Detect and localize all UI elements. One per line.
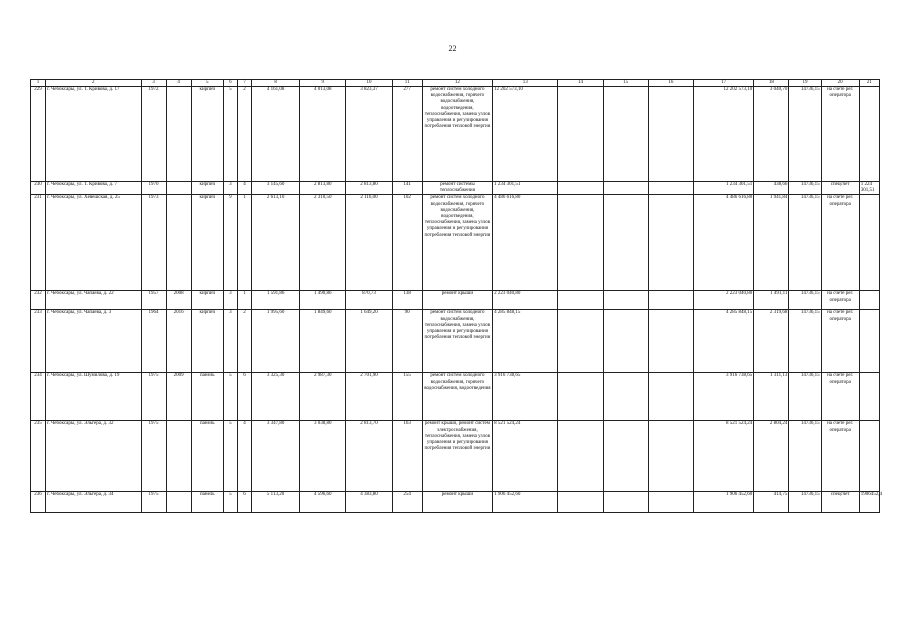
cost-local-cell <box>648 421 693 492</box>
entrances-cell: 6 <box>237 492 251 513</box>
column-number-cell: 13 <box>493 80 558 87</box>
cost-budget-cell <box>603 195 648 291</box>
cost-owners-cell: 1 234 301,51 <box>693 182 753 195</box>
works-cell: ремонт крыши, ремонт систем электроснабжения, теплоснабжения, замена узлов управления и регулирования потребления тепловой энергии <box>422 421 492 492</box>
wall-material-cell: панель <box>191 421 223 492</box>
column-number-cell: 5 <box>191 80 223 87</box>
reconstruction-year-cell: 2009 <box>166 373 191 421</box>
residential-area-cell: 2 701,90 <box>346 373 392 421</box>
unit-cost-cell: 1 491,11 <box>754 291 789 310</box>
cost-fund-cell <box>558 87 603 182</box>
floors-cell: 9 <box>223 195 237 291</box>
residential-area-cell: 2 813,80 <box>346 182 392 195</box>
reconstruction-year-cell: 2008 <box>166 291 191 310</box>
living-area-cell: 2 987,30 <box>300 373 346 421</box>
cost-owners-cell: 8 521 524,24 <box>693 421 753 492</box>
address-cell: г. Чебоксары, ул. Т. Кривова, д. 17 <box>46 87 141 182</box>
column-number-cell: 9 <box>300 80 346 87</box>
entrances-cell: 1 <box>237 195 251 291</box>
entrances-cell: 1 <box>237 291 251 310</box>
total-cost-cell: 1 234 301,51 <box>493 182 558 195</box>
entrances-cell: 4 <box>237 182 251 195</box>
row-number: 230 <box>31 182 46 195</box>
residents-cell: 138 <box>392 291 422 310</box>
cost-budget-cell <box>603 310 648 373</box>
works-cell: ремонт систем холодного водоснабжения, горячего водоснабжения, водоотведения, теплоснабжения, замена узлов управления и регулирования потребления тепловой энергии <box>422 87 492 182</box>
reconstruction-year-cell <box>166 87 191 182</box>
total-area-cell: 3 145,60 <box>251 182 299 195</box>
total-area-cell: 1 591,86 <box>251 291 299 310</box>
build-year-cell: 1970 <box>141 182 166 195</box>
reconstruction-year-cell <box>166 182 191 195</box>
wall-material-cell: панель <box>191 492 223 513</box>
special-account-cell <box>859 87 879 182</box>
row-number: 233 <box>31 310 46 373</box>
table-row <box>31 373 880 421</box>
wall-material-cell: кирпич <box>191 182 223 195</box>
column-number-row <box>31 80 880 87</box>
reconstruction-year-cell <box>166 421 191 492</box>
table-body <box>31 80 880 513</box>
special-account-cell <box>859 373 879 421</box>
total-cost-cell: 2 223 040,80 <box>493 291 558 310</box>
cost-owners-cell: 4 285 848,15 <box>693 310 753 373</box>
wall-material-cell: кирпич <box>191 291 223 310</box>
residential-area-cell: 1 649,20 <box>346 310 392 373</box>
entrances-cell: 2 <box>237 310 251 373</box>
entrances-cell: 6 <box>237 373 251 421</box>
living-area-cell: 2 813,80 <box>300 182 346 195</box>
total-cost-cell: 1 906 452,60 <box>493 492 558 513</box>
address-cell: г. Чебоксары, ул. Эльгера, д. 32 <box>46 421 141 492</box>
column-number-cell: 17 <box>693 80 753 87</box>
row-number: 235 <box>31 421 46 492</box>
residential-area-cell: 4 383,80 <box>346 492 392 513</box>
unit-cost-cell: 438,66 <box>754 182 789 195</box>
residential-area-cell: 2 116,00 <box>346 195 392 291</box>
residential-area-cell: 870,73 <box>346 291 392 310</box>
cost-owners-cell: 3 916 738,65 <box>693 373 753 421</box>
floors-cell: 3 <box>223 310 237 373</box>
wall-material-cell: кирпич <box>191 310 223 373</box>
special-account-cell <box>859 421 879 492</box>
build-year-cell: 1964 <box>141 310 166 373</box>
total-area-cell: 1 995,60 <box>251 310 299 373</box>
total-cost-cell: 12 202 573,10 <box>493 87 558 182</box>
cost-owners-cell: 2 223 040,80 <box>693 291 753 310</box>
reconstruction-year-cell <box>166 195 191 291</box>
total-cost-cell: 3 916 738,65 <box>493 373 558 421</box>
row-number: 232 <box>31 291 46 310</box>
table-row <box>31 291 880 310</box>
page-number: 22 <box>448 44 457 53</box>
cost-fund-cell <box>558 195 603 291</box>
column-number-cell: 21 <box>859 80 879 87</box>
unit-cost-cell: 1 311,13 <box>754 373 789 421</box>
build-year-cell: 1975 <box>141 373 166 421</box>
fund-method-cell: спецсчет <box>821 182 859 195</box>
cost-local-cell <box>648 492 693 513</box>
row-number: 234 <box>31 373 46 421</box>
cost-local-cell <box>648 291 693 310</box>
unit-cost-cell: 1 941,84 <box>754 195 789 291</box>
cost-owners-cell: 12 202 573,10 <box>693 87 753 182</box>
floors-cell: 5 <box>223 421 237 492</box>
special-account-cell <box>859 291 879 310</box>
fund-method-cell: на счете рег. оператора <box>821 373 859 421</box>
total-cost-cell: 4 486 616,80 <box>493 195 558 291</box>
living-area-cell: 4 013,08 <box>300 87 346 182</box>
cost-budget-cell <box>603 291 648 310</box>
cost-owners-cell: 4 486 616,80 <box>693 195 753 291</box>
limit-cost-cell: 14736,15 <box>789 87 821 182</box>
entrances-cell: 4 <box>237 421 251 492</box>
total-area-cell: 3 325,30 <box>251 373 299 421</box>
row-number: 229 <box>31 87 46 182</box>
cost-budget-cell <box>603 492 648 513</box>
residents-cell: 141 <box>392 182 422 195</box>
unit-cost-cell: 414,75 <box>754 492 789 513</box>
works-cell: ремонт крыши <box>422 492 492 513</box>
wall-material-cell: кирпич <box>191 87 223 182</box>
fund-method-cell: на счете рег. оператора <box>821 87 859 182</box>
row-number: 236 <box>31 492 46 513</box>
floors-cell: 3 <box>223 182 237 195</box>
fund-method-cell: на счете рег. оператора <box>821 291 859 310</box>
works-cell: ремонт систем холодного водоснабжения, горячего водоснабжения, водоотведения <box>422 373 492 421</box>
total-area-cell: 4 161,08 <box>251 87 299 182</box>
column-number-cell: 14 <box>558 80 603 87</box>
cost-local-cell <box>648 87 693 182</box>
address-cell: г. Чебоксары, ул. Т. Кривова, д. 7 <box>46 182 141 195</box>
cost-fund-cell <box>558 291 603 310</box>
cost-fund-cell <box>558 310 603 373</box>
cost-budget-cell <box>603 87 648 182</box>
unit-cost-cell: 2 319,68 <box>754 310 789 373</box>
total-area-cell: 3 347,80 <box>251 421 299 492</box>
cost-fund-cell <box>558 182 603 195</box>
residential-area-cell: 3 823,37 <box>346 87 392 182</box>
total-area-cell: 5 113,20 <box>251 492 299 513</box>
special-account-cell: 1906452,4 <box>859 492 879 513</box>
works-cell: ремонт систем холодного водоснабжения, теплоснабжения, замена узлов управления и регулирования потребления тепловой энергии <box>422 310 492 373</box>
limit-cost-cell: 14736,15 <box>789 310 821 373</box>
address-cell: г. Чебоксары, ул. Чапаева, д. 3 <box>46 310 141 373</box>
column-number-cell: 16 <box>648 80 693 87</box>
residents-cell: 102 <box>392 195 422 291</box>
limit-cost-cell: 14736,15 <box>789 373 821 421</box>
special-account-cell <box>859 195 879 291</box>
cost-local-cell <box>648 373 693 421</box>
unit-cost-cell: 2 804,24 <box>754 421 789 492</box>
entrances-cell: 2 <box>237 87 251 182</box>
column-number-cell: 8 <box>251 80 299 87</box>
special-account-cell <box>859 310 879 373</box>
column-number-cell: 2 <box>46 80 141 87</box>
address-cell: г. Чебоксары, ул. Шумилова, д. 19 <box>46 373 141 421</box>
table-row <box>31 421 880 492</box>
address-cell: г. Чебоксары, ул. Чапаева, д. 22 <box>46 291 141 310</box>
build-year-cell: 1975 <box>141 421 166 492</box>
table-row <box>31 195 880 291</box>
residential-area-cell: 2 813,70 <box>346 421 392 492</box>
floors-cell: 5 <box>223 373 237 421</box>
total-cost-cell: 8 521 524,24 <box>493 421 558 492</box>
wall-material-cell: кирпич <box>191 195 223 291</box>
total-area-cell: 2 613,10 <box>251 195 299 291</box>
column-number-cell: 6 <box>223 80 237 87</box>
column-number-cell: 10 <box>346 80 392 87</box>
table-row <box>31 310 880 373</box>
cost-fund-cell <box>558 492 603 513</box>
cost-budget-cell <box>603 373 648 421</box>
limit-cost-cell: 14736,15 <box>789 291 821 310</box>
reconstruction-year-cell: 2016 <box>166 310 191 373</box>
cost-fund-cell <box>558 421 603 492</box>
floors-cell: 5 <box>223 87 237 182</box>
column-number-cell: 1 <box>31 80 46 87</box>
floors-cell: 5 <box>223 492 237 513</box>
table-row <box>31 492 880 513</box>
column-number-cell: 19 <box>789 80 821 87</box>
limit-cost-cell: 14736,15 <box>789 421 821 492</box>
residents-cell: 163 <box>392 421 422 492</box>
special-account-cell: 1 224 301,51 <box>859 182 879 195</box>
living-area-cell: 1 849,60 <box>300 310 346 373</box>
limit-cost-cell: 14736,15 <box>789 195 821 291</box>
column-number-cell: 7 <box>237 80 251 87</box>
column-number-cell: 20 <box>821 80 859 87</box>
column-number-cell: 4 <box>166 80 191 87</box>
cost-local-cell <box>648 182 693 195</box>
column-number-cell: 12 <box>422 80 492 87</box>
residents-cell: 90 <box>392 310 422 373</box>
residents-cell: 277 <box>392 87 422 182</box>
row-number: 231 <box>31 195 46 291</box>
residents-cell: 254 <box>392 492 422 513</box>
capital-repair-table <box>30 79 880 513</box>
build-year-cell: 1973 <box>141 195 166 291</box>
cost-local-cell <box>648 310 693 373</box>
limit-cost-cell: 14736,15 <box>789 182 821 195</box>
works-cell: ремонт системы теплоснабжения <box>422 182 492 195</box>
address-cell: г. Чебоксары, ул. Эльгера, д. 34 <box>46 492 141 513</box>
wall-material-cell: панель <box>191 373 223 421</box>
table-row <box>31 87 880 182</box>
cost-budget-cell <box>603 421 648 492</box>
fund-method-cell: на счете рег. оператора <box>821 195 859 291</box>
build-year-cell: 1975 <box>141 492 166 513</box>
cost-fund-cell <box>558 373 603 421</box>
unit-cost-cell: 3 040,70 <box>754 87 789 182</box>
build-year-cell: 1957 <box>141 291 166 310</box>
column-number-cell: 15 <box>603 80 648 87</box>
works-cell: ремонт крыши <box>422 291 492 310</box>
residents-cell: 155 <box>392 373 422 421</box>
fund-method-cell: спецсчет <box>821 492 859 513</box>
cost-local-cell <box>648 195 693 291</box>
cost-budget-cell <box>603 182 648 195</box>
fund-method-cell: на счете рег. оператора <box>821 310 859 373</box>
floors-cell: 3 <box>223 291 237 310</box>
limit-cost-cell: 14736,15 <box>789 492 821 513</box>
column-number-cell: 18 <box>754 80 789 87</box>
cost-owners-cell: 1 906 452,60 <box>693 492 753 513</box>
living-area-cell: 3 038,80 <box>300 421 346 492</box>
living-area-cell: 2 310,50 <box>300 195 346 291</box>
total-cost-cell: 4 285 848,15 <box>493 310 558 373</box>
build-year-cell: 1972 <box>141 87 166 182</box>
living-area-cell: 4 596,60 <box>300 492 346 513</box>
fund-method-cell: на счете рег. оператора <box>821 421 859 492</box>
table-row <box>31 182 880 195</box>
column-number-cell: 11 <box>392 80 422 87</box>
works-cell: ремонт систем холодного водоснабжения, горячего водоснабжения, водоотведения, теплоснабжения, замена узлов управления и регулирования потребления тепловой энергии <box>422 195 492 291</box>
column-number-cell: 3 <box>141 80 166 87</box>
address-cell: г. Чебоксары, ул. Хевешская, д. 25 <box>46 195 141 291</box>
reconstruction-year-cell <box>166 492 191 513</box>
living-area-cell: 1 490,86 <box>300 291 346 310</box>
